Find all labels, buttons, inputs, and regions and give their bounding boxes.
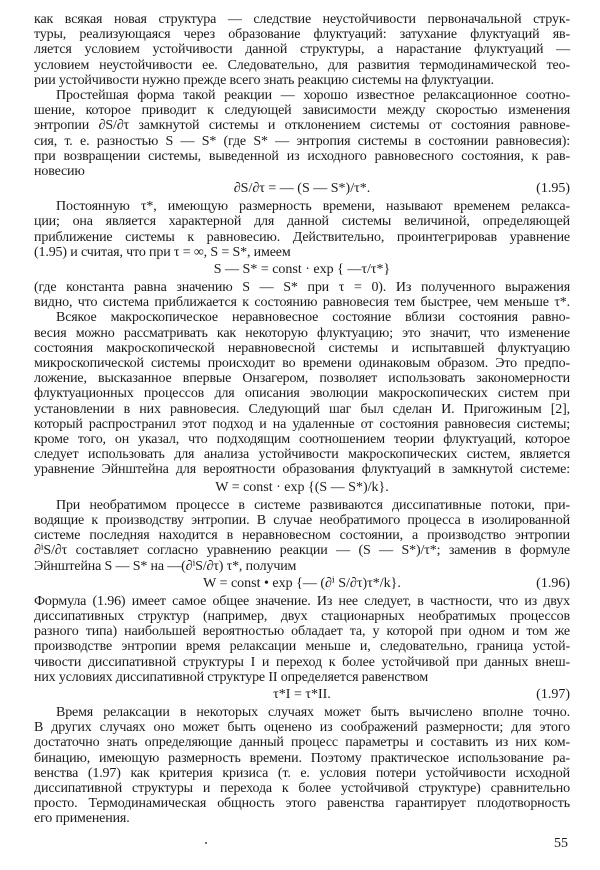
page-number: 55 <box>554 836 568 851</box>
text-line: Простейшая форма такой реакции — хорошо известное релаксационное соотно- <box>56 88 570 104</box>
text-line: разного типа) наибольшей вероятностью обладает та, у которой при одном и том же <box>34 624 570 640</box>
text-line: чивости диссипативной структуры I и переход к более устойчивой при данных внеш- <box>34 654 570 670</box>
text-line: (где константа равна значению S — S* при τ = 0). Из полученного выражения <box>34 280 570 296</box>
equation-body: W = const • exp {— (∂ⁱ S/∂τ)τ*/k}. <box>203 575 401 591</box>
text-line: ляется условием устойчивости данной структуры, а нарастание флуктуаций — <box>34 42 570 58</box>
equation <box>34 179 570 199</box>
text-line: При необратимом процессе в системе развиваются диссипативные потоки, при- <box>56 497 570 513</box>
page-body <box>34 12 570 827</box>
text-line: достаточно знать определяющие данный процесс параметры и составить из них ком- <box>34 735 570 751</box>
text-line: уравнение Эйнштейна для вероятности образования флуктуаций в замкнутой системе: <box>34 462 570 478</box>
text-line: видно, что система приближается к состоянию равновесия тем быстрее, чем меньше τ*. <box>34 295 570 311</box>
text-line: производстве энтропии время релаксации меньше и, следовательно, граница устой- <box>34 639 570 655</box>
equation-number: (1.96) <box>536 575 570 591</box>
text-line: который распространил этот подход и на удаленные от состояния равновесия системы; <box>34 416 570 432</box>
text-line: (1.95) и считая, что при τ = ∞, S = S*, имеем <box>34 244 291 260</box>
text-line: бинацию, имеющую размерность времени. Поэтому практическое использование ра- <box>34 750 570 766</box>
text-line: сия, т. е. разностью S — S* (где S* — энтропия системы в состоянии равновесия): <box>34 133 570 149</box>
text-line: водящие к производству энтропии. В случае необратимого процесса в изолированной <box>34 512 570 528</box>
text-line: В других случаях оно может быть оценено из соображений размерности; для этого <box>34 720 570 736</box>
text-line: условием неустойчивости ее. Следовательно, для развития термодинамической тео- <box>34 57 570 73</box>
equation-body: W = const · exp {(S — S*)/k}. <box>215 479 389 495</box>
text-line: приближение системы к равновесию. Действительно, проинтегрировав уравнение <box>34 229 570 245</box>
text-line: состояния макроскопической неравновесной системы и испытавшей флуктуацию <box>34 340 570 356</box>
equation-body: τ*I = τ*II. <box>273 686 331 702</box>
text-line: его применения. <box>34 811 130 827</box>
equation-number: (1.97) <box>536 686 570 702</box>
text-line: следует использовать для анализа устойчивости макроскопических систем, является <box>34 447 570 463</box>
text-line: как всякая новая структура — следствие неустойчивости первоначальной струк- <box>34 12 570 27</box>
text-line: микроскопической системы происходит во времени одинаковым образом. Это предпо- <box>34 356 570 372</box>
text-line: Эйнштейна S — S* на —(∂ⁱS/∂τ) τ*, получим <box>34 558 297 574</box>
equation-body: ∂S/∂τ = — (S — S*)/τ*. <box>233 181 371 197</box>
text-line: ложение, высказанное впервые Онзагером, позволяет использовать закономерности <box>34 371 570 387</box>
text-line: флуктуационных процессов для описания эволюции макроскопических систем при <box>34 386 570 402</box>
text-line: туры, реализующаяся через образование флуктуаций: затухание флуктуаций яв- <box>34 27 570 43</box>
text-line: Формула (1.96) имеет самое общее значение. Из нее следует, в частности, что из двух <box>34 593 570 609</box>
equation <box>34 478 570 498</box>
text-line: диссипативных структур (например, двух стационарных необратимых процессов <box>34 608 570 624</box>
text-line: них условиях диссипативной структуре II определяется равенством <box>34 669 429 685</box>
text-line: кроме того, он указал, что подходящим соотношением теории флуктуаций, которое <box>34 432 570 448</box>
text-line: установлении в них равновесия. Следующий шаг был сделан И. Пригожиным [2], <box>34 401 570 417</box>
equation <box>34 260 570 280</box>
text-line: просто. Термодинамическая общность этого равенства гарантирует плодотворность <box>34 796 570 812</box>
text-line: энтропии ∂S/∂τ замкнутой системы и отклонением системы от состояния равнове- <box>34 118 570 134</box>
equation-body: S — S* = const · exp { —τ/τ*} <box>213 262 391 278</box>
text-line: диссипативной структуры и перехода к более устойчивой структуре) сравнительно <box>34 780 570 796</box>
text-line: шение, которое приводит к следующей зависимости между скоростью изменения <box>34 103 570 119</box>
text-line: системе последняя находится в неравновесном состоянии, а производство энтропии <box>34 528 570 544</box>
text-line: новесию <box>34 164 85 180</box>
text-line: рии устойчивости нужно прежде всего знать реакцию системы на флуктуации. <box>34 72 494 88</box>
equation <box>34 574 570 594</box>
text-line: Всякое макроскопическое неравновесное состояние вблизи состояния равно- <box>56 310 570 326</box>
equation <box>34 685 570 705</box>
text-line: при возвращении системы, выведенной из исходного равновесного состояния, к рав- <box>34 148 570 164</box>
text-line: Постоянную τ*, имеющую размерность времени, называют временем релакса- <box>56 199 570 215</box>
print-speck <box>205 842 207 844</box>
equation-number: (1.95) <box>536 181 570 197</box>
text-line: ∂ⁱS/∂τ составляет согласно уравнению реакции — (S — S*)/τ*; заменив в формуле <box>34 543 570 559</box>
text-line: ции; она является характерной для данной системы величиной, определяющей <box>34 214 570 230</box>
text-line: Время релаксации в некоторых случаях может быть вычислено вполне точно. <box>56 704 570 720</box>
text-line: венства (1.97) как критерия кризиса (т. е. условия потери устойчивости исходной <box>34 765 570 781</box>
text-line: весия можно рассматривать как некоторую флуктуацию; это значит, что изменение <box>34 325 570 341</box>
